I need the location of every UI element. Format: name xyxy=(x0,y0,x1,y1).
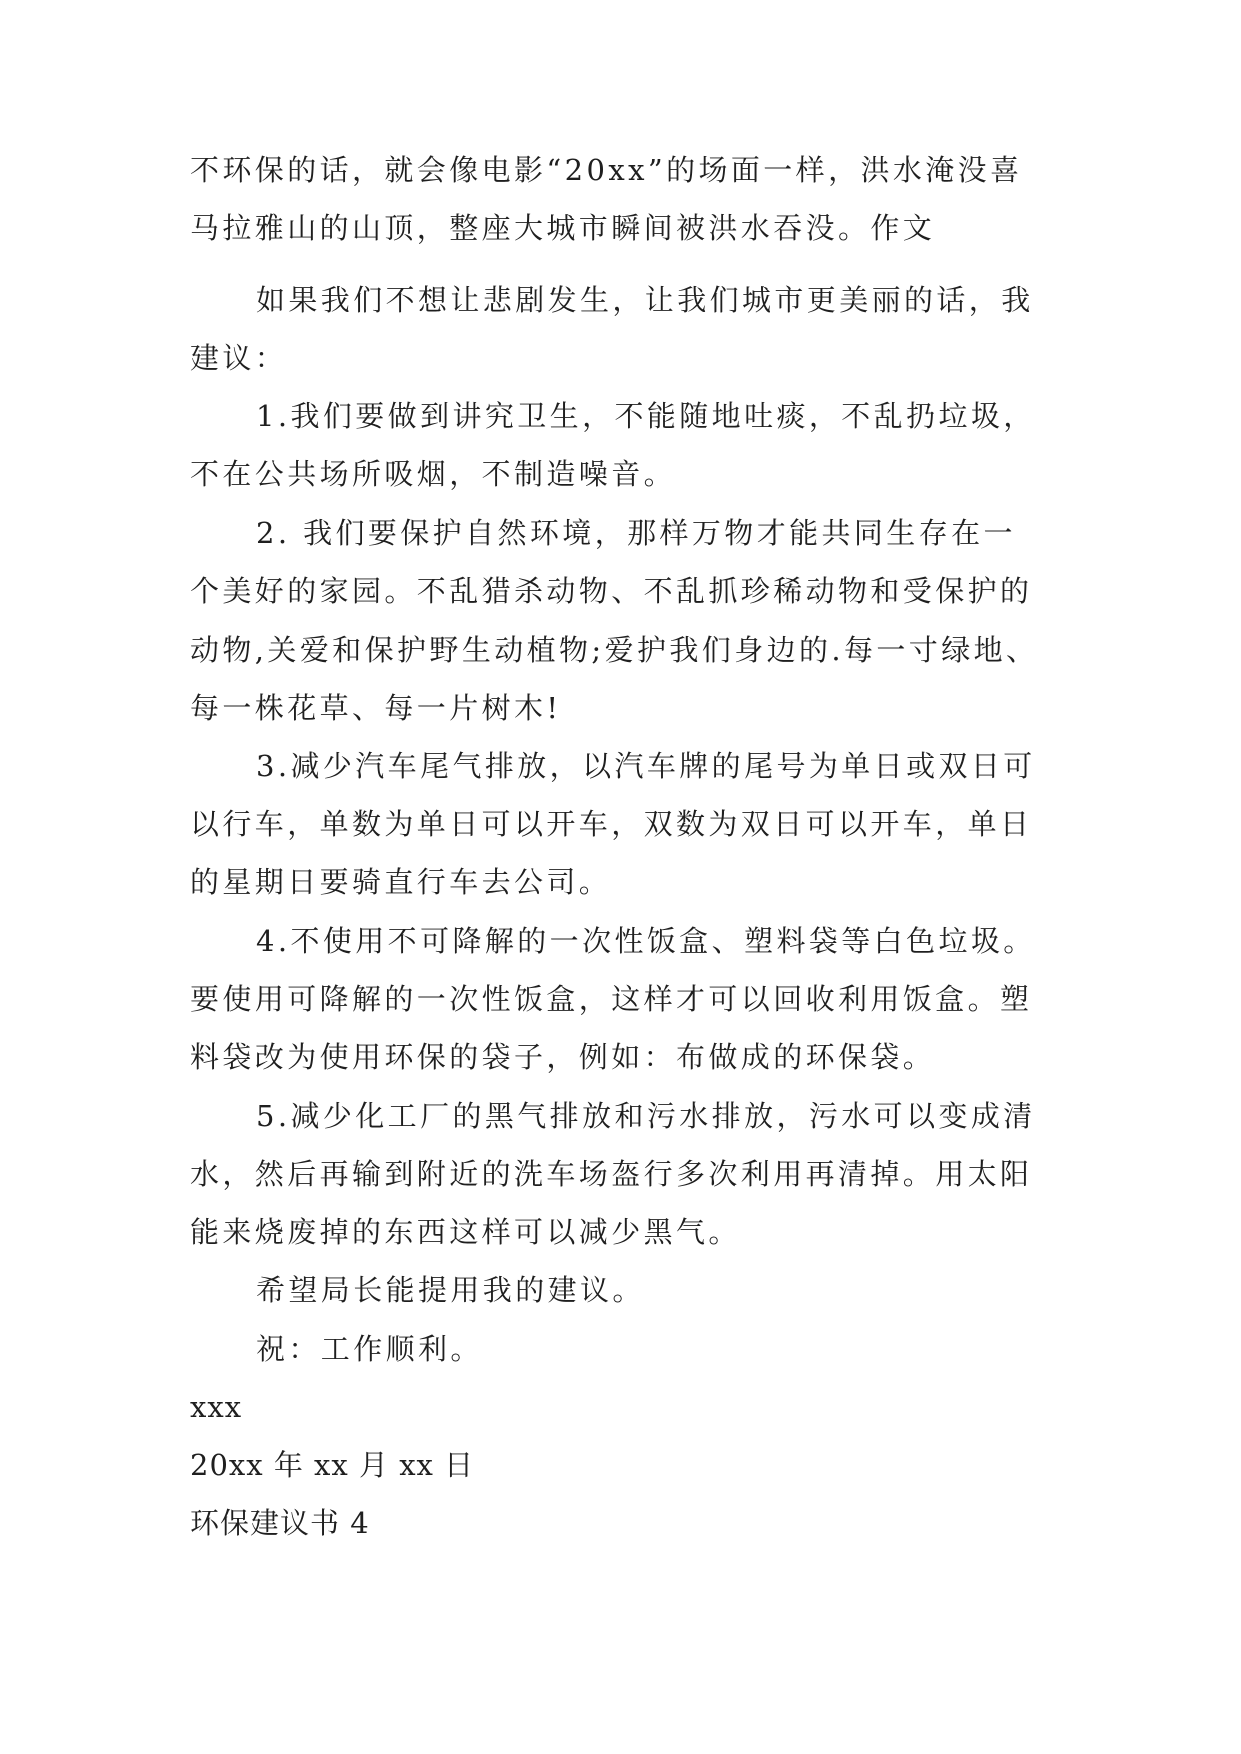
paragraph-line: 不环保的话，就会像电影“20xx”的场面一样，洪水淹没喜 xyxy=(190,153,1023,187)
list-item-5: 5.减少化工厂的黑气排放和污水排放，污水可以变成清 xyxy=(256,1099,1036,1133)
paragraph-line: 不在公共场所吸烟，不制造噪音。 xyxy=(190,457,677,491)
list-item-3: 3.减少汽车尾气排放，以汽车牌的尾号为单日或双日可 xyxy=(256,749,1036,783)
paragraph-line: 以行车，单数为单日可以开车，双数为双日可以开车，单日 xyxy=(190,807,1033,841)
list-item-1: 1.我们要做到讲究卫生，不能随地吐痰，不乱扔垃圾， xyxy=(256,399,1036,433)
signature: xxx xyxy=(190,1390,243,1424)
paragraph-line: 能来烧废掉的东西这样可以减少黑气。 xyxy=(190,1215,741,1249)
paragraph-line: 动物,关爱和保护野生动植物;爱护我们身边的.每一寸绿地、 xyxy=(190,633,1039,667)
paragraph-line: 要使用可降解的一次性饭盒，这样才可以回收利用饭盒。塑 xyxy=(190,982,1033,1016)
paragraph-line: 如果我们不想让悲剧发生，让我们城市更美丽的话，我 xyxy=(256,283,1034,317)
paragraph-line: 每一株花草、每一片树木! xyxy=(190,691,562,725)
paragraph-line: 料袋改为使用环保的袋子，例如：布做成的环保袋。 xyxy=(190,1040,936,1074)
paragraph-line: 马拉雅山的山顶，整座大城市瞬间被洪水吞没。作文 xyxy=(190,211,936,245)
date-line: 20xx 年 xx 月 xx 日 xyxy=(190,1448,475,1482)
section-title: 环保建议书 4 xyxy=(190,1506,370,1540)
paragraph-line: 个美好的家园。不乱猎杀动物、不乱抓珍稀动物和受保护的 xyxy=(190,574,1033,608)
paragraph-line: 的星期日要骑直行车去公司。 xyxy=(190,865,612,899)
paragraph-line: 建议： xyxy=(190,341,288,375)
list-item-2: 2. 我们要保护自然环境，那样万物才能共同生存在一 xyxy=(256,516,1016,550)
list-item-4: 4.不使用不可降解的一次性饭盒、塑料袋等白色垃圾。 xyxy=(256,924,1036,958)
paragraph-line: 水，然后再输到附近的洗车场盔行多次利用再清掉。用太阳 xyxy=(190,1157,1033,1191)
closing-line: 希望局长能提用我的建议。 xyxy=(256,1273,645,1307)
greeting-line: 祝：工作顺利。 xyxy=(256,1332,483,1366)
